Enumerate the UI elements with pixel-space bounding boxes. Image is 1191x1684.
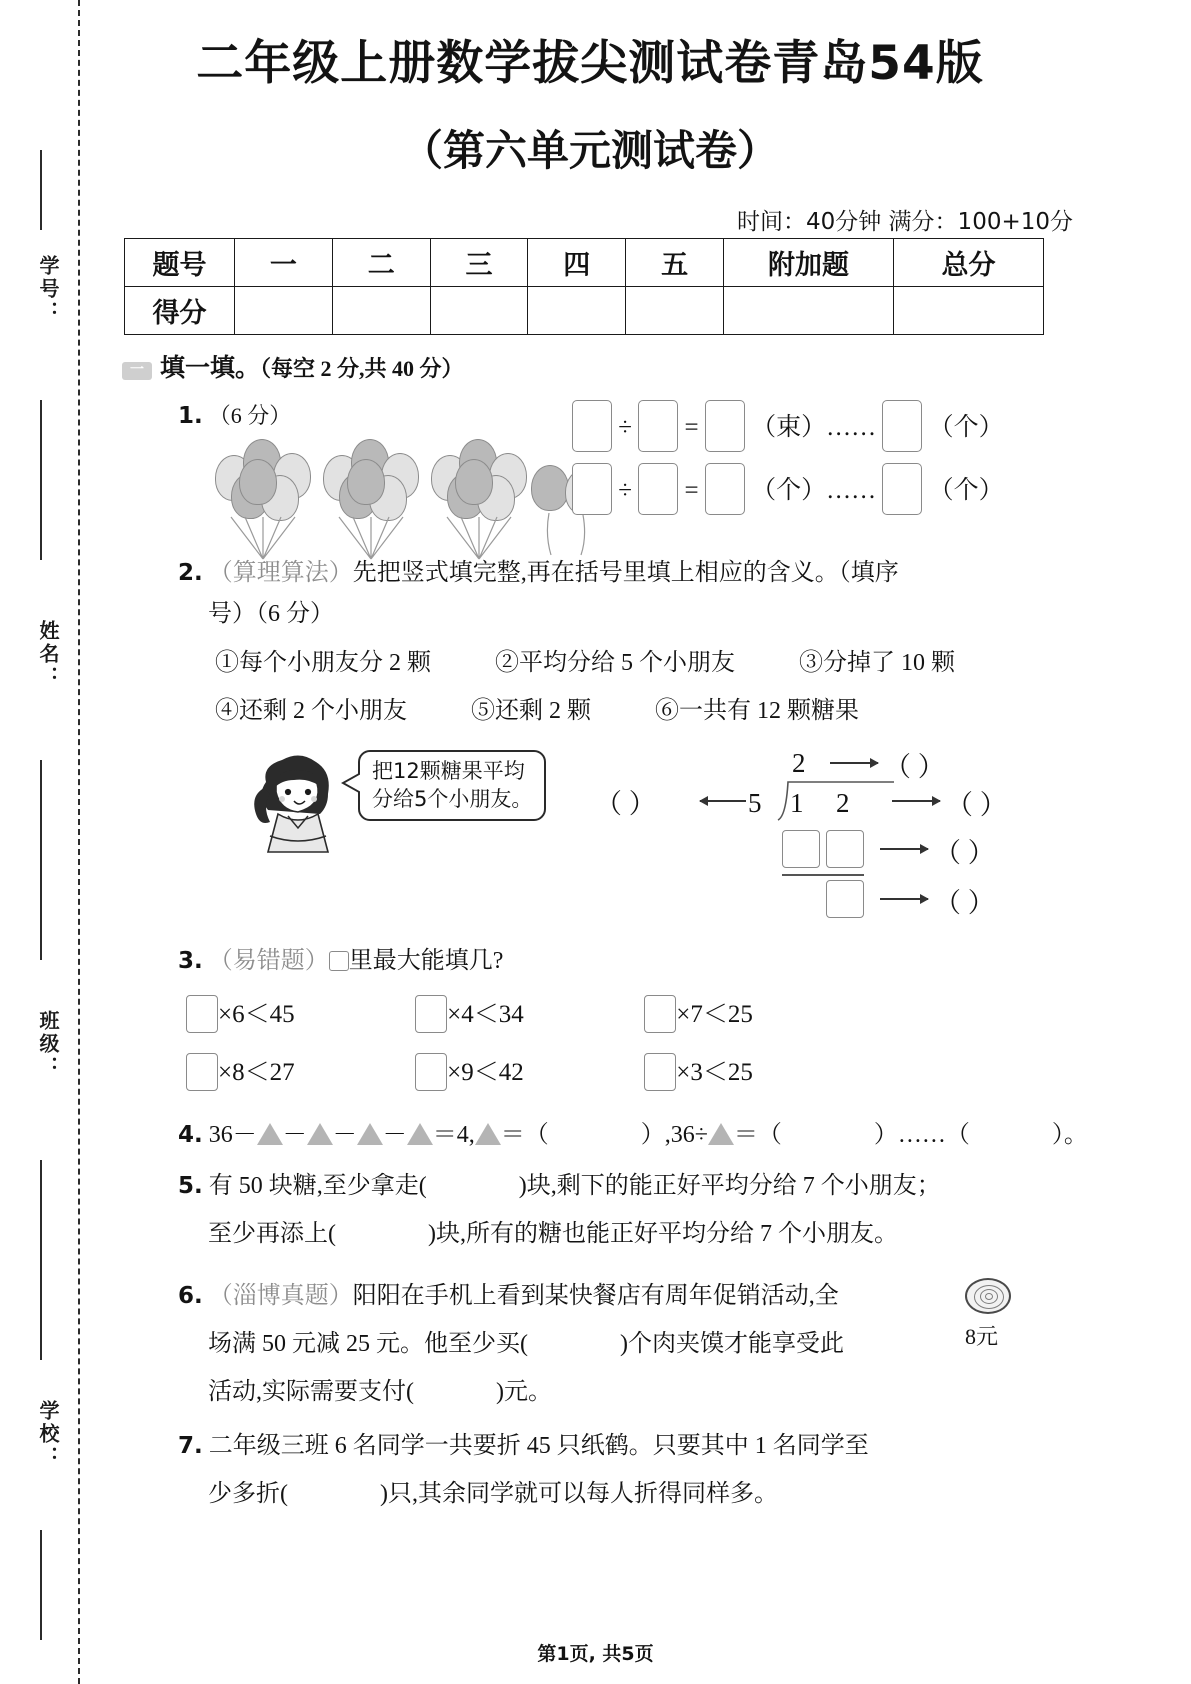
q1-eq2-dots: …… xyxy=(826,477,877,504)
binding-dashed-line xyxy=(78,0,80,1684)
q4-mid-3: － xyxy=(382,1122,407,1148)
q7-line2-b: )只,其余同学就可以每人折得同样多。 xyxy=(380,1481,778,1507)
q5-line1-a: 有 50 块糖,至少拿走( xyxy=(208,1173,427,1199)
q4-close-3: ）。 xyxy=(1051,1122,1088,1148)
q1-eq1-box-remainder[interactable] xyxy=(882,400,922,452)
q1-points: （6 分） xyxy=(208,403,292,428)
q3-text: 里最大能填几? xyxy=(348,948,504,974)
score-cell-4[interactable] xyxy=(626,287,724,335)
side-rule-1 xyxy=(40,150,42,230)
triangle-icon-6 xyxy=(708,1123,734,1145)
q1-eq2-equals: = xyxy=(684,477,699,504)
q1-eq2-box-remainder[interactable] xyxy=(882,463,922,515)
score-row-label-0: 题号 xyxy=(125,239,235,287)
q1-number: 1. xyxy=(178,403,203,429)
q3-item-2: ×4＜34 xyxy=(447,1001,524,1028)
q2-paren-dividend[interactable]: （ ） xyxy=(946,790,1007,820)
question-6-line-1 xyxy=(178,1278,839,1315)
score-cell-2[interactable] xyxy=(430,287,528,335)
q6-line3-a: 活动,实际需要支付( xyxy=(208,1379,414,1405)
q1-eq2-op: ÷ xyxy=(618,477,632,504)
question-1-label xyxy=(178,398,291,435)
score-cell-6[interactable] xyxy=(894,287,1044,335)
q3-item-4: ×8＜27 xyxy=(218,1059,295,1086)
triangle-icon-3 xyxy=(357,1123,383,1145)
q3-items-row-1 xyxy=(186,995,753,1035)
q4-number: 4. xyxy=(178,1122,203,1148)
q2-quotient: 2 xyxy=(792,748,806,778)
q2-options-row-2 xyxy=(215,693,859,730)
q1-eq1-op: ÷ xyxy=(618,414,632,441)
q3-item-1: ×6＜45 xyxy=(218,1001,295,1028)
q2-arrow-to-divisor xyxy=(700,800,746,802)
q2-remainder-box[interactable] xyxy=(826,880,864,918)
side-label-student-id: 学号： xyxy=(36,255,58,324)
question-7-line-2 xyxy=(208,1476,778,1513)
q5-line2-b: )块,所有的糖也能正好平均分给 7 个小朋友。 xyxy=(428,1221,898,1247)
side-label-name: 姓名： xyxy=(36,620,58,689)
triangle-icon-4 xyxy=(407,1123,433,1145)
section-one-title: 填一填。 xyxy=(160,355,261,382)
side-rule-2 xyxy=(40,400,42,560)
q2-paren-product[interactable]: （ ） xyxy=(934,838,995,868)
score-col-3: 四 xyxy=(528,239,626,287)
q5-number: 5. xyxy=(178,1173,203,1199)
q2-text-line-1: 先把竖式填完整,再在括号里填上相应的含义。（填序 xyxy=(352,560,899,586)
q2-option-1: ①每个小朋友分 2 颗 xyxy=(215,650,431,676)
q1-eq2-box-dividend[interactable] xyxy=(572,463,612,515)
q2-paren-quotient[interactable]: （ ） xyxy=(884,752,945,782)
q2-arrow-product xyxy=(880,848,928,850)
q6-line2-a: 场满 50 元减 25 元。他至少买( xyxy=(208,1331,528,1357)
q1-eq2-box-divisor[interactable] xyxy=(638,463,678,515)
score-col-4: 五 xyxy=(626,239,724,287)
q3-box-3[interactable] xyxy=(644,995,676,1033)
q2-options-row-1 xyxy=(215,645,955,682)
q2-arrow-remainder xyxy=(880,898,928,900)
section-marker: 一 xyxy=(122,362,152,380)
side-rule-5 xyxy=(40,1530,42,1640)
score-table xyxy=(124,238,1044,335)
q1-eq1-unit1: （束） xyxy=(751,414,827,441)
q1-equation-2 xyxy=(572,463,1004,515)
score-cell-3[interactable] xyxy=(528,287,626,335)
score-row-label-1: 得分 xyxy=(125,287,235,335)
q2-dividend-ones: 2 xyxy=(836,788,850,818)
q2-product-box-ones[interactable] xyxy=(826,830,864,868)
question-6-line-3 xyxy=(208,1374,552,1411)
q1-eq1-equals: = xyxy=(684,414,699,441)
q3-item-3: ×7＜25 xyxy=(676,1001,753,1028)
speech-bubble xyxy=(358,750,546,821)
question-5-line-1 xyxy=(178,1168,941,1205)
q2-number: 2. xyxy=(178,560,203,586)
q2-option-5: ⑤还剩 2 颗 xyxy=(471,698,591,724)
page-footer: 第1页, 共5页 xyxy=(537,1643,654,1665)
score-col-2: 三 xyxy=(430,239,528,287)
q7-number: 7. xyxy=(178,1433,203,1459)
q4-close-2: ）……（ xyxy=(873,1122,970,1148)
side-label-class: 班级： xyxy=(36,1010,58,1079)
question-5-line-2 xyxy=(208,1216,898,1253)
q2-paren-remainder[interactable]: （ ） xyxy=(934,888,995,918)
q2-arrow-quotient xyxy=(830,762,878,764)
q2-arrow-dividend xyxy=(892,800,940,802)
question-7-line-1 xyxy=(178,1428,869,1465)
q6-price-label: 8元 xyxy=(965,1324,999,1349)
triangle-icon-2 xyxy=(307,1123,333,1145)
section-one-points: （每空 2 分,共 40 分） xyxy=(260,356,464,381)
q4-tri-eq-2: ＝（ xyxy=(733,1122,782,1148)
q1-eq2-unit2: （个） xyxy=(928,477,1004,504)
question-3-label xyxy=(178,943,503,980)
q3-inline-box xyxy=(329,951,349,971)
q7-line2-a: 少多折( xyxy=(208,1481,288,1507)
q3-box-2[interactable] xyxy=(415,995,447,1033)
score-col-6: 总分 xyxy=(894,239,1044,287)
side-rule-3 xyxy=(40,760,42,960)
page-title: 二年级上册数学拔尖测试卷青岛54版 xyxy=(196,36,984,91)
score-cell-5[interactable] xyxy=(724,287,894,335)
q1-eq1-unit2: （个） xyxy=(928,414,1004,441)
q2-option-2: ②平均分给 5 个小朋友 xyxy=(495,650,735,676)
q3-tag: （易错题） xyxy=(208,948,329,974)
q2-subtraction-rule xyxy=(782,874,864,876)
section-one-heading xyxy=(122,348,464,384)
q6-line2-b: )个肉夹馍才能享受此 xyxy=(620,1331,844,1357)
side-label-school: 学校： xyxy=(36,1400,58,1469)
bubble-line-2: 分给5个小朋友。 xyxy=(372,786,533,811)
q2-left-paren[interactable]: （ ） xyxy=(595,789,656,819)
score-cell-1[interactable] xyxy=(332,287,430,335)
question-4 xyxy=(178,1117,1088,1154)
q2-dividend-tens: 1 xyxy=(790,788,804,818)
q2-divisor: 5 xyxy=(748,788,762,818)
q1-eq1-dots: …… xyxy=(826,414,877,441)
exam-meta: 时间：40分钟 满分：100+10分 xyxy=(736,209,1073,235)
q2-tag: （算理算法） xyxy=(208,560,353,586)
q6-line-1: 阳阳在手机上看到某快餐店有周年促销活动,全 xyxy=(352,1283,839,1309)
q3-item-5: ×9＜42 xyxy=(447,1059,524,1086)
q2-product-box-tens[interactable] xyxy=(782,830,820,868)
score-col-1: 二 xyxy=(332,239,430,287)
q4-tri-eq: ＝（ xyxy=(500,1122,549,1148)
bubble-line-1: 把12颗糖果平均 xyxy=(372,759,525,783)
question-2-line-2: 号）（6 分） xyxy=(208,601,334,627)
q3-items-row-2 xyxy=(186,1053,753,1093)
q3-box-1[interactable] xyxy=(186,995,218,1033)
q4-mid-1: － xyxy=(282,1122,307,1148)
table-row-score xyxy=(125,287,1044,335)
girl-cartoon-icon xyxy=(248,748,358,858)
q2-option-4: ④还剩 2 个小朋友 xyxy=(215,698,407,724)
score-col-0: 一 xyxy=(235,239,333,287)
q6-line3-b: )元。 xyxy=(496,1379,552,1405)
q3-box-6[interactable] xyxy=(644,1053,676,1091)
q4-mid-2: － xyxy=(332,1122,357,1148)
q4-pre: 36－ xyxy=(208,1122,257,1148)
q1-eq2-unit1: （个） xyxy=(751,477,827,504)
q6-tag: （淄博真题） xyxy=(208,1283,353,1309)
triangle-icon-5 xyxy=(475,1123,501,1145)
roujiamo-swirl-icon xyxy=(965,1278,1011,1314)
triangle-icon-1 xyxy=(257,1123,283,1145)
page-subtitle: （第六单元测试卷） xyxy=(400,126,779,175)
q4-close-1: ）,36÷ xyxy=(640,1122,708,1148)
q4-eq-val: ＝4, xyxy=(432,1122,475,1148)
q2-option-6: ⑥一共有 12 颗糖果 xyxy=(655,698,859,724)
question-6-line-2 xyxy=(208,1326,844,1363)
q1-eq1-box-dividend[interactable] xyxy=(572,400,612,452)
q1-eq1-box-quotient[interactable] xyxy=(705,400,745,452)
q7-line-1: 二年级三班 6 名同学一共要折 45 只纸鹤。只要其中 1 名同学至 xyxy=(208,1433,869,1459)
q3-number: 3. xyxy=(178,948,203,974)
q5-line2-a: 至少再添上( xyxy=(208,1221,336,1247)
side-rule-4 xyxy=(40,1160,42,1360)
q3-box-5[interactable] xyxy=(415,1053,447,1091)
balloon-illustration xyxy=(205,437,565,537)
q1-equation-1 xyxy=(572,400,1004,452)
score-cell-0[interactable] xyxy=(235,287,333,335)
q5-line1-b: )块,剩下的能正好平均分给 7 个小朋友； xyxy=(518,1173,941,1199)
q6-number: 6. xyxy=(178,1283,203,1309)
question-2-line-1 xyxy=(178,555,899,592)
q3-box-4[interactable] xyxy=(186,1053,218,1091)
q2-option-3: ③分掉了 10 颗 xyxy=(799,650,955,676)
score-col-5: 附加题 xyxy=(724,239,894,287)
q1-eq1-box-divisor[interactable] xyxy=(638,400,678,452)
q3-item-6: ×3＜25 xyxy=(676,1059,753,1086)
q1-eq2-box-quotient[interactable] xyxy=(705,463,745,515)
table-row-header xyxy=(125,239,1044,287)
